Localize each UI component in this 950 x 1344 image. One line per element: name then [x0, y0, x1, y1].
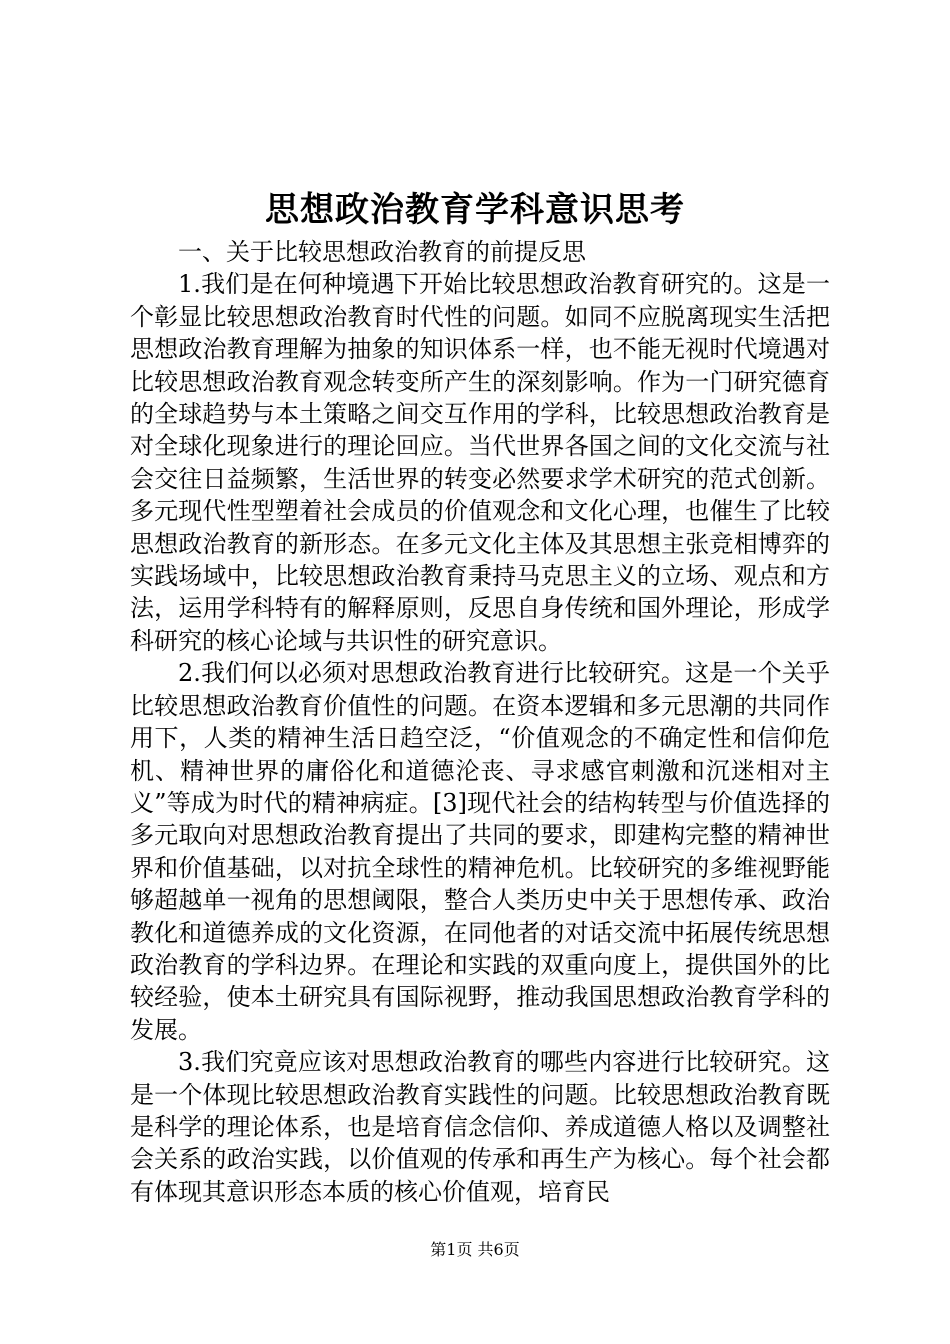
document-body: [130, 236, 830, 1208]
page-footer: 第1页 共6页: [430, 1240, 520, 1259]
paragraph-3: 3.我们究竟应该对思想政治教育的哪些内容进行比较研究。这是一个体现比较思想政治教育实践性的问题。比较思想政治教育既是科学的理论体系，也是培育信念信仰、养成道德人格以及调整社会关系的政治实践，以价值观的传承和再生产为核心。每个社会都有体现其意识形态本质的核心价值观，培育民: [130, 1048, 830, 1206]
paragraph-2: 2.我们何以必须对思想政治教育进行比较研究。这是一个关乎比较思想政治教育价值性的问题。在资本逻辑和多元思潮的共同作用下，人类的精神生活日趋空泛，“价值观念的不确定性和信仰危机、精神世界的庸俗化和道德沦丧、寻求感官刺激和沉迷相对主义”等成为时代的精神病症。[3]现代社会的结构转型与价值选择的多元取向对思想政治教育提出了共同的要求，即建构完整的精神世界和价值基础，以对抗全球性的精神危机。比较研究的多维视野能够超越单一视角的思想阈限，整合人类历史中关于思想传承、政治教化和道德养成的文化资源，在同他者的对话交流中拓展传统思想政治教育的学科边界。在理论和实践的双重向度上，提供国外的比较经验，使本土研究具有国际视野，推动我国思想政治教育学科的发展。: [130, 659, 830, 1044]
paragraph-1: 1.我们是在何种境遇下开始比较思想政治教育研究的。这是一个彰显比较思想政治教育时代性的问题。如同不应脱离现实生活把思想政治教育理解为抽象的知识体系一样，也不能无视时代境遇对比较思想政治教育观念转变所产生的深刻影响。作为一门研究德育的全球趋势与本土策略之间交互作用的学科，比较思想政治教育是对全球化现象进行的理论回应。当代世界各国之间的文化交流与社会交往日益频繁，生活世界的转变必然要求学术研究的范式创新。多元现代性型塑着社会成员的价值观念和文化心理，也催生了比较思想政治教育的新形态。在多元文化主体及其思想主张竞相博弈的实践场域中，比较思想政治教育秉持马克思主义的立场、观点和方法，运用学科特有的解释原则，反思自身传统和国外理论，形成学科研究的核心论域与共识性的研究意识。: [130, 270, 830, 655]
document-title: 思想政治教育学科意识思考: [265, 190, 685, 230]
section-heading: 一、关于比较思想政治教育的前提反思: [178, 238, 586, 266]
